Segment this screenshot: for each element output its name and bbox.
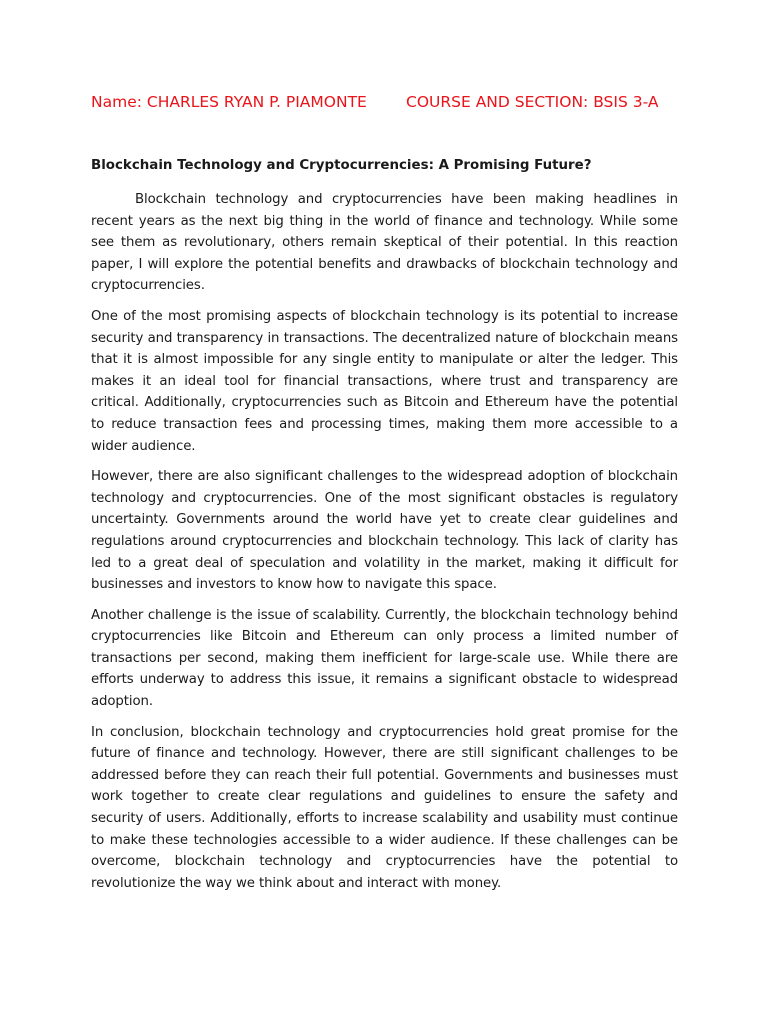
- paragraph-challenges: However, there are also significant challenges to the widespread adoption of blockchain technology and cryptocurrencies. One of the most significant obstacles is regulatory uncertainty. Governments around the world have yet to create clear guidelines and regulations around cryptocurrencies and blockchain technology. This lack of clarity has led to a great deal of speculation and volatility in the market, making it difficult for businesses and investors to know how to navigate this space.: [91, 469, 678, 593]
- paragraph-intro: Blockchain technology and cryptocurrencies have been making headlines in recent years as the next big thing in the world of finance and technology. While some see them as revolutionary, others remain skeptical of their potential. In this reaction paper, I will explore the potential benefits and drawbacks of blockchain technology and cryptocurrencies.: [91, 192, 678, 294]
- document-body: [91, 189, 678, 903]
- paragraph-benefits: One of the most promising aspects of blockchain technology is its potential to increase security and transparency in transactions. The decentralized nature of blockchain means that it is almost impossible for any single entity to manipulate or alter the ledger. This makes it an ideal tool for financial transactions, where trust and transparency are critical. Additionally, cryptocurrencies such as Bitcoin and Ethereum have the potential to reduce transaction fees and processing times, making them more accessible to a wider audience.: [91, 308, 678, 454]
- document-title: Blockchain Technology and Cryptocurrencies: A Promising Future?: [91, 158, 592, 173]
- student-name: Name: CHARLES RYAN P. PIAMONTE: [91, 93, 367, 111]
- student-info-header: [91, 93, 731, 117]
- course-section: COURSE AND SECTION: BSIS 3-A: [406, 93, 659, 111]
- paragraph-scalability: Another challenge is the issue of scalability. Currently, the blockchain technology behind cryptocurrencies like Bitcoin and Ethereum can only process a limited number of transactions per second, making them inefficient for large-scale use. While there are efforts underway to address this issue, it remains a significant obstacle to widespread adoption.: [91, 607, 678, 710]
- paragraph-conclusion: In conclusion, blockchain technology and cryptocurrencies hold great promise for the future of finance and technology. However, there are still significant challenges to be addressed before they can reach their full potential. Governments and businesses must work together to create clear regulations and guidelines to ensure the safety and security of users. Additionally, efforts to increase scalability and usability must continue to make these technologies accessible to a wider audience. If these challenges can be overcome, blockchain technology and cryptocurrencies have the potential to revolutionize the way we think about and interact with money.: [91, 724, 678, 891]
